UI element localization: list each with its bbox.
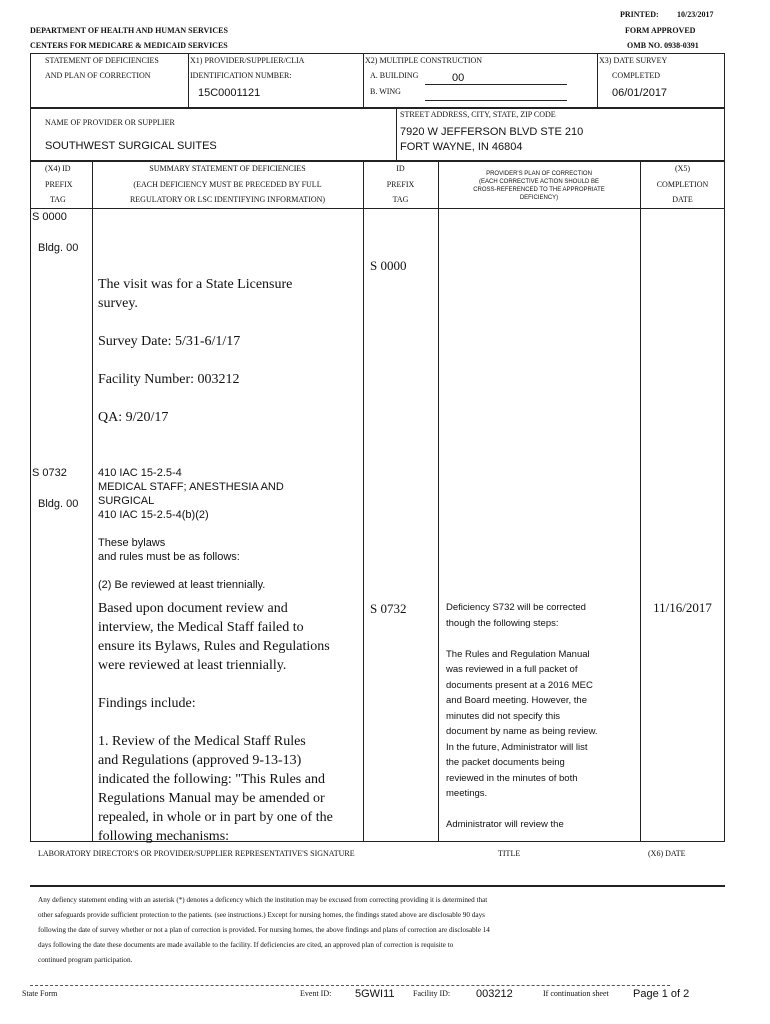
plan-line: and Board meeting. However, the [446, 695, 588, 706]
regulation-line: MEDICAL STAFF; ANESTHESIA AND [98, 481, 284, 493]
address-line-2: FORT WAYNE, IN 46804 [400, 141, 523, 153]
plan-of-correction-text [446, 600, 638, 833]
plan-line: documents present at a 2016 MEC [446, 679, 593, 691]
wing-label: B. WING [370, 87, 401, 96]
finding-line: Regulations Manual may be amended or [98, 791, 325, 806]
plan-line: reviewed in the minutes of both [446, 772, 578, 784]
x6-date-label: (X6) DATE [648, 849, 686, 858]
plan-line: Deficiency S732 will be corrected [446, 602, 586, 613]
finding-line: and Regulations (approved 9-13-13) [98, 753, 302, 768]
disclaimer-line: following the date of survey whether or not a plan of correction is provided. For nursing homes, the above findings and plans of correction are disclosable 14 [38, 926, 490, 934]
disclaimer-line: Any defiency statement ending with an asterisk (*) denotes a deficency which the institution may be excused from correcting providing it is determined that [38, 896, 488, 904]
summary-line [98, 351, 360, 370]
facility-id-value: 003212 [476, 988, 513, 1000]
plan-line [446, 802, 638, 818]
plan-line: meetings. [446, 788, 488, 799]
regulation-line: 410 IAC 15-2.5-4(b)(2) [98, 509, 209, 521]
plan-line: minutes did not specify this [446, 710, 561, 722]
s0732-regulation [98, 466, 360, 592]
omb-number: OMB NO. 0938-0391 [627, 41, 699, 50]
completion-date: 11/16/2017 [653, 600, 712, 615]
id-tag-s0000: S 0000 [370, 258, 407, 273]
finding-line [98, 675, 360, 694]
event-id-value: 5GWI11 [355, 988, 395, 1000]
plan-line: document by name as being review. [446, 726, 598, 737]
plan-line: The Rules and Regulation Manual [446, 648, 590, 660]
building-label: A. BUILDING [370, 71, 419, 80]
completed-label: COMPLETED [612, 71, 660, 80]
finding-line: were reviewed at least triennially. [98, 658, 287, 673]
regulation-line: (2) Be reviewed at least triennially. [98, 579, 266, 591]
disclaimer-line: days following the date these documents are made available to the facility. If deficiencies are cited, an approved plan of correction is requisite to [38, 941, 454, 949]
printed-date: 10/23/2017 [677, 10, 714, 19]
plan-header-2: (EACH CORRECTIVE ACTION SHOULD BE [478, 179, 600, 185]
plan-of-correction-label: AND PLAN OF CORRECTION [45, 71, 151, 80]
summary-line: QA: 9/20/17 [98, 410, 169, 425]
building-value: 00 [452, 72, 465, 84]
page-number: Page 1 of 2 [633, 988, 690, 1000]
finding-line: Findings include: [98, 696, 196, 711]
survey-completed-date: 06/01/2017 [612, 87, 668, 99]
plan-header-4: DEFICIENCY) [519, 195, 559, 201]
disclaimer [38, 893, 490, 968]
plan-line: Administrator will review the [446, 819, 564, 830]
summary-header-3: REGULATORY OR LSC IDENTIFYING INFORMATION) [129, 195, 326, 204]
regulation-line: and rules must be as follows: [98, 551, 240, 563]
regulation-line: 410 IAC 15-2.5-4 [98, 467, 182, 479]
summary-line: Survey Date: 5/31-6/1/17 [98, 334, 241, 349]
continuation-label: If continuation sheet [543, 989, 609, 998]
plan-line: the packet documents being [446, 757, 565, 768]
regulation-line: SURGICAL [98, 495, 155, 507]
regulation-line [98, 564, 360, 578]
finding-line: ensure its Bylaws, Rules and Regulations [98, 639, 330, 654]
summary-header-1: SUMMARY STATEMENT OF DEFICIENCIES [149, 164, 306, 173]
provider-id-label: X1) PROVIDER/SUPPLIER/CLIA [190, 56, 305, 65]
summary-line: Facility Number: 003212 [98, 372, 240, 387]
finding-line: following mechanisms: [98, 829, 230, 844]
plan-line: was reviewed in a full packet of [446, 664, 578, 675]
printed-label: PRINTED: [620, 10, 659, 19]
date-survey-label: X3) DATE SURVEY [599, 56, 668, 65]
department-title: DEPARTMENT OF HEALTH AND HUMAN SERVICES [30, 26, 228, 35]
id-prefix-header: PREFIX [386, 180, 415, 189]
x4-prefix-header: PREFIX [45, 180, 73, 189]
plan-header-1: PROVIDER'S PLAN OF CORRECTION [486, 171, 592, 177]
event-id-label: Event ID: [300, 989, 332, 998]
id-tag-s0732: S 0732 [370, 601, 407, 616]
plan-line: In the future, Administrator will list [446, 741, 588, 753]
s0000-summary [98, 275, 360, 427]
provider-name-label: NAME OF PROVIDER OR SUPPLIER [45, 118, 175, 127]
plan-line [446, 631, 638, 647]
tag-s0000: S 0000 [32, 211, 67, 223]
completion-header: COMPLETION [656, 180, 709, 189]
provider-box [30, 108, 725, 161]
finding-line: interview, the Medical Staff failed to [98, 620, 304, 635]
multiple-construction-label: X2) MULTIPLE CONSTRUCTION [365, 56, 483, 65]
disclaimer-line: other safeguards provide sufficient protection to the patients. (see instructions.) Except for nursing homes, the findings stated above are disclosable 90 days [38, 911, 485, 919]
x4-id-header: (X4) ID [45, 164, 71, 173]
regulation-line [98, 522, 360, 536]
finding-line: Based upon document review and [98, 601, 288, 616]
form-approved: FORM APPROVED [625, 26, 696, 35]
x4-tag-header: TAG [50, 195, 66, 204]
summary-line [98, 313, 360, 332]
tag-s0732: S 0732 [32, 467, 67, 479]
provider-name: SOUTHWEST SURGICAL SUITES [45, 140, 217, 152]
finding-line: repealed, in whole or in part by one of the [98, 810, 333, 825]
x5-header: (X5) [674, 164, 691, 173]
finding-line [98, 713, 360, 732]
regulation-line: These bylaws [98, 537, 166, 549]
plan-header-3: CROSS-REFERENCED TO THE APPROPRIATE [473, 187, 605, 193]
identification-number-label: IDENTIFICATION NUMBER: [190, 71, 292, 80]
id-header: ID [396, 164, 405, 173]
address-label: STREET ADDRESS, CITY, STATE, ZIP CODE [400, 110, 556, 119]
summary-line: survey. [98, 296, 138, 311]
statement-label: STATEMENT OF DEFICIENCIES [45, 56, 159, 65]
id-tag-header: TAG [392, 195, 409, 204]
facility-id-label: Facility ID: [413, 989, 451, 998]
summary-line [98, 389, 360, 408]
summary-header-2: (EACH DEFICIENCY MUST BE PRECEDED BY FULL [133, 180, 322, 189]
lab-director-signature-label: LABORATORY DIRECTOR'S OR PROVIDER/SUPPLIER REPRESENTATIVE'S SIGNATURE [38, 849, 355, 858]
disclaimer-line: continued program participation. [38, 956, 133, 964]
provider-id-value: 15C0001121 [198, 87, 261, 99]
finding-line: indicated the following: "This Rules and [98, 772, 325, 787]
plan-line: though the following steps: [446, 617, 559, 629]
title-label: TITLE [498, 849, 521, 858]
building-s0732: Bldg. 00 [38, 498, 79, 510]
state-form-label: State Form [22, 989, 58, 998]
centers-title: CENTERS FOR MEDICARE & MEDICAID SERVICES [30, 41, 228, 50]
finding-line: 1. Review of the Medical Staff Rules [98, 734, 306, 749]
summary-line: The visit was for a State Licensure [98, 277, 293, 292]
address-line-1: 7920 W JEFFERSON BLVD STE 210 [400, 126, 584, 138]
s0732-findings [98, 599, 360, 846]
building-s0000: Bldg. 00 [38, 242, 79, 254]
date-header: DATE [672, 195, 693, 204]
